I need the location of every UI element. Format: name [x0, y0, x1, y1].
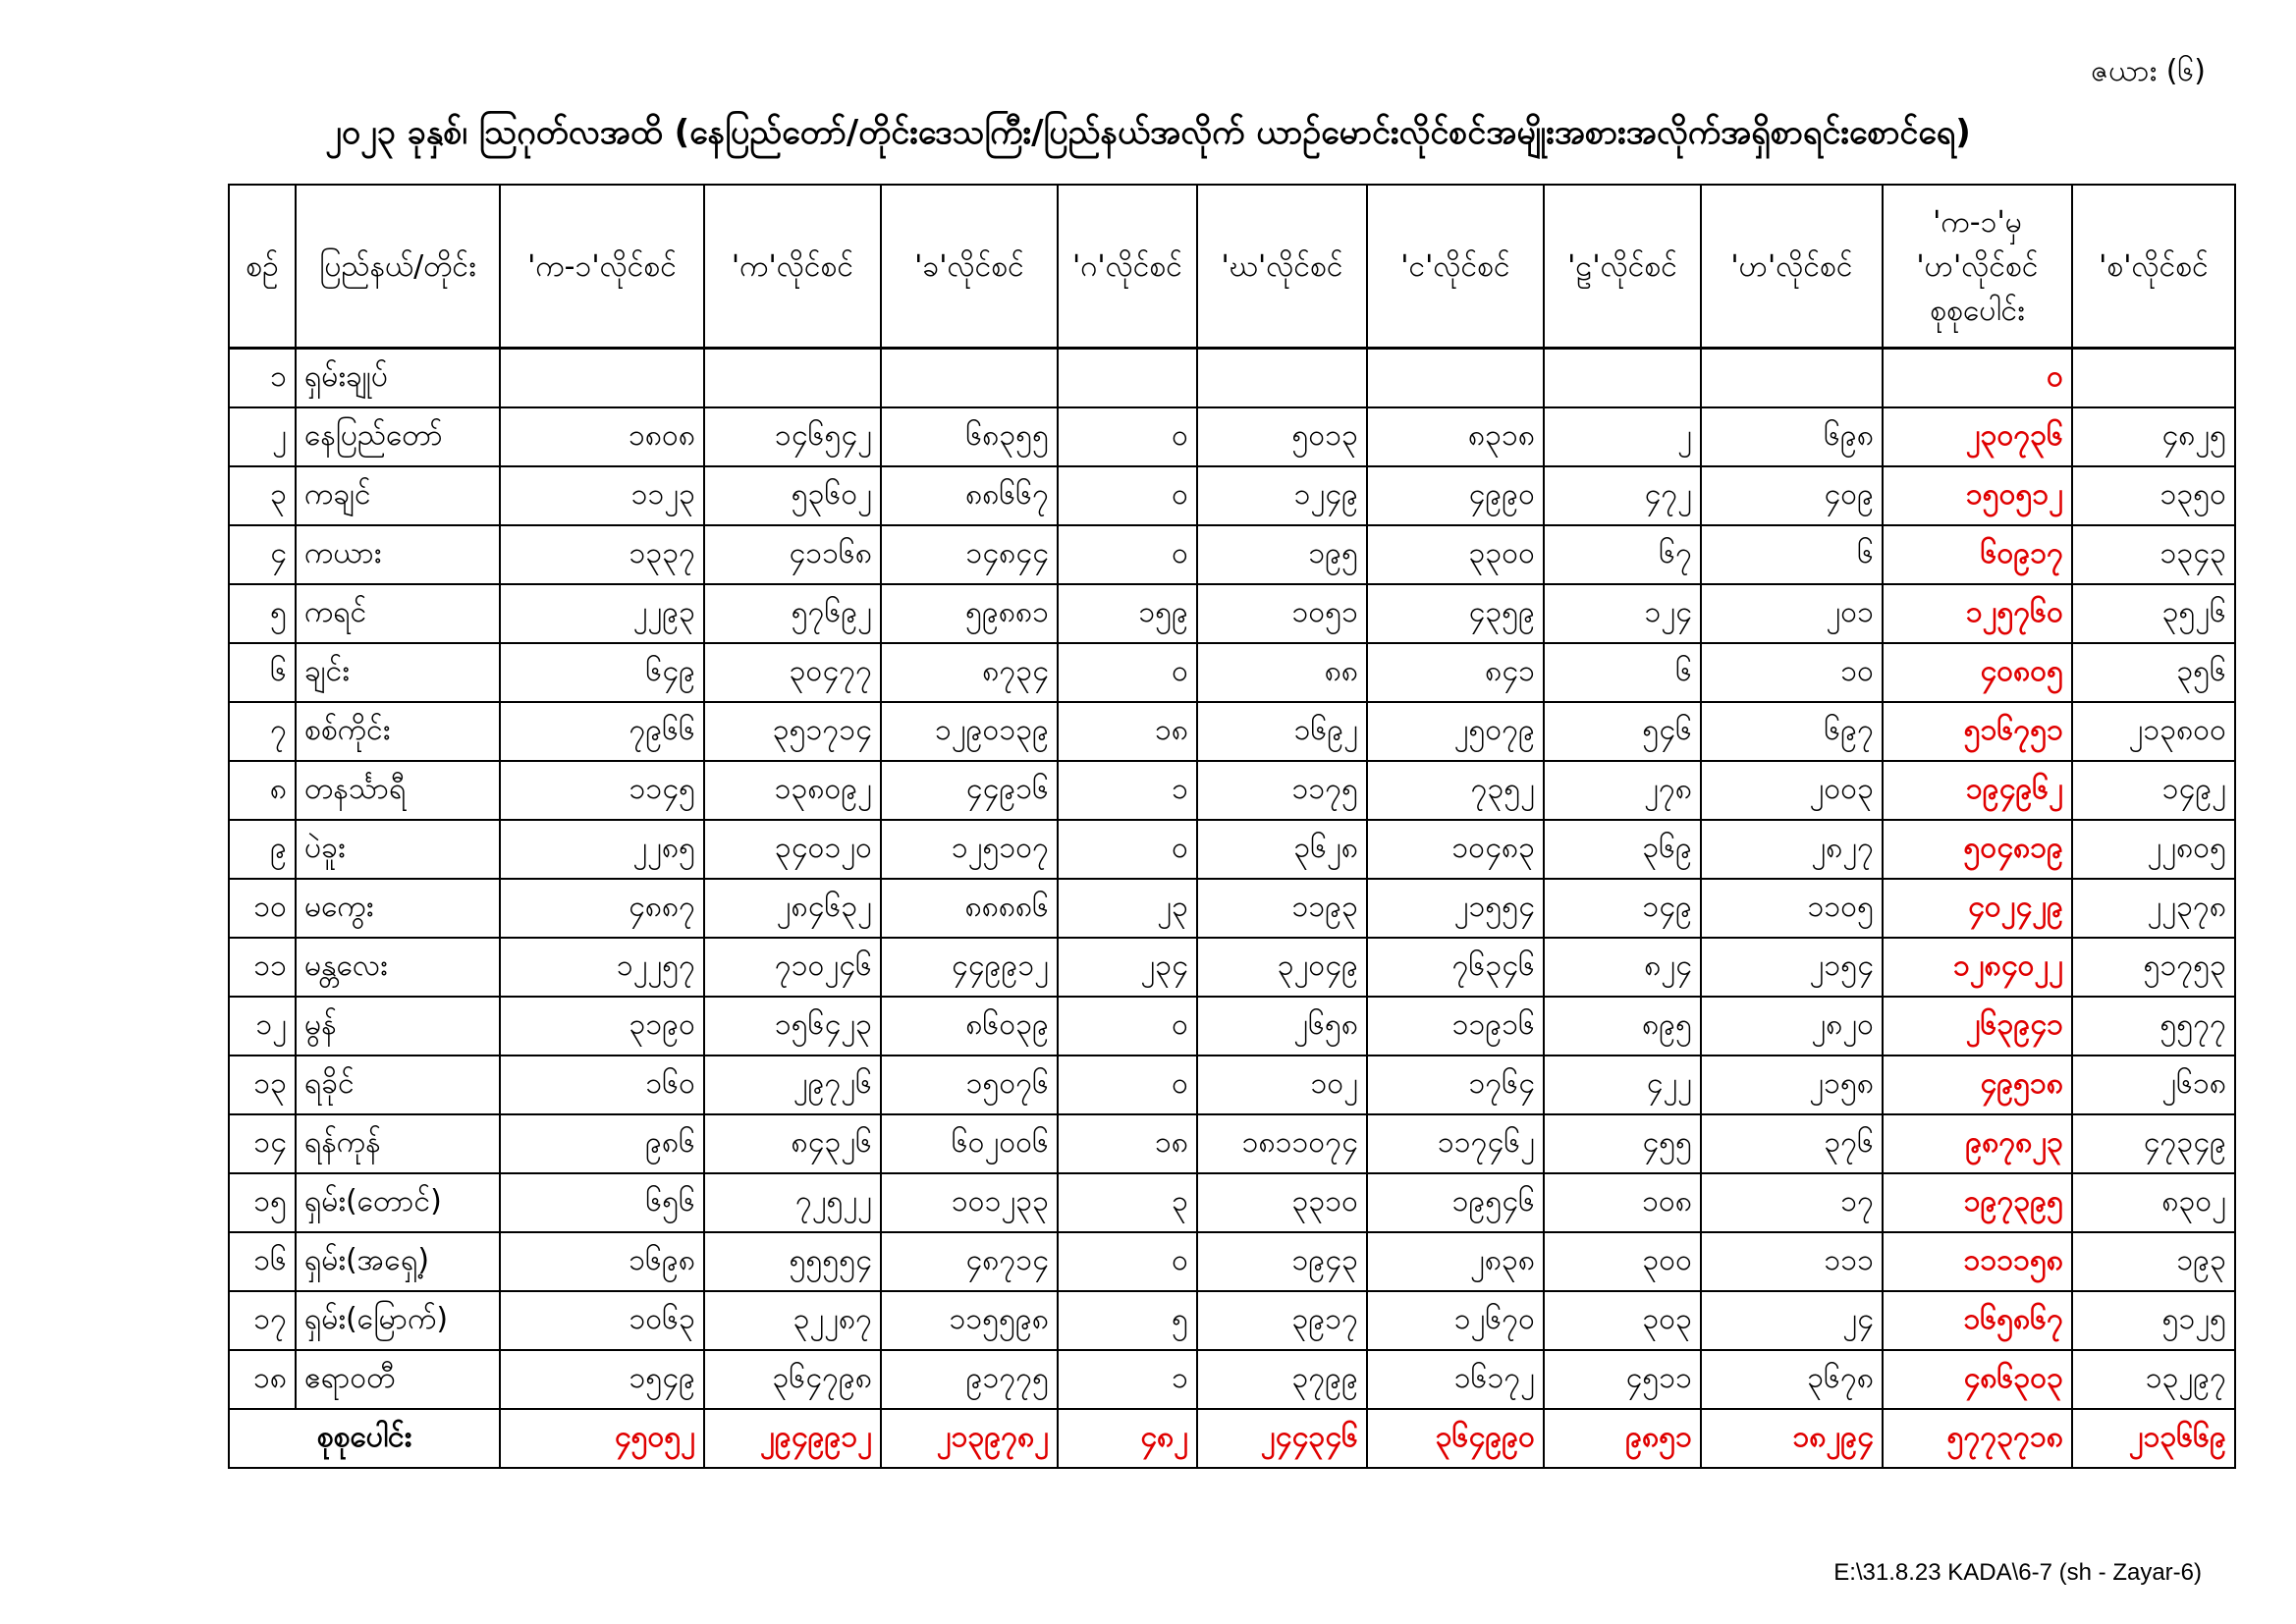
- value-cell: ၁၁၁: [1701, 1232, 1883, 1291]
- value-cell: ၁၃၂၉၇: [2072, 1350, 2235, 1409]
- value-cell: ၆: [1544, 643, 1701, 702]
- value-cell: ၂၈၄၆၃၂: [704, 879, 881, 938]
- value-cell: ၆: [1701, 525, 1883, 584]
- table-row: [229, 761, 2235, 820]
- value-cell: ၀: [1058, 1232, 1197, 1291]
- total-cell: ၅၇၇၃၇၁၈: [1883, 1409, 2072, 1468]
- region-name-cell: ရှမ်းချုပ်: [296, 349, 500, 408]
- value-cell: [1367, 349, 1544, 408]
- value-cell: ၇၂၅၂၂: [704, 1173, 881, 1232]
- serial-number-cell: ၅: [229, 584, 296, 643]
- total-cell: ၉၈၅၁: [1544, 1409, 1701, 1468]
- value-cell: [1197, 349, 1367, 408]
- value-cell: ၀: [1058, 407, 1197, 466]
- table-row: [229, 879, 2235, 938]
- serial-number-cell: ၃: [229, 466, 296, 525]
- table-row: [229, 525, 2235, 584]
- region-name-cell: ရန်ကုန်: [296, 1114, 500, 1173]
- value-cell: ၂၂၉၃: [500, 584, 704, 643]
- header-row: [229, 185, 2235, 349]
- value-cell: [500, 349, 704, 408]
- value-cell: ၀: [1058, 466, 1197, 525]
- value-cell: [881, 349, 1058, 408]
- value-cell: ၂၁၃၈၀၀: [2072, 702, 2235, 761]
- value-cell: ၀: [1058, 525, 1197, 584]
- table-row: [229, 1350, 2235, 1409]
- value-cell: ၃၅၂၆: [2072, 584, 2235, 643]
- value-cell: ၁၁၇၅: [1197, 761, 1367, 820]
- column-header: စဉ်: [229, 185, 296, 349]
- value-cell: ၅၅၇၇: [2072, 997, 2235, 1056]
- total-cell: ၂၁၃၉၇၈၂: [881, 1409, 1058, 1468]
- value-cell: ၅၀၁၃: [1197, 407, 1367, 466]
- serial-number-cell: ၁၃: [229, 1056, 296, 1114]
- value-cell: ၅: [1058, 1291, 1197, 1350]
- value-cell: ၃၇၉၉: [1197, 1350, 1367, 1409]
- row-total-cell: ၄၉၅၁၈: [1883, 1056, 2072, 1114]
- value-cell: ၃၆၂၈: [1197, 820, 1367, 879]
- region-name-cell: ကယား: [296, 525, 500, 584]
- column-header: 'က-၁'လိုင်စင်: [500, 185, 704, 349]
- value-cell: ၁: [1058, 1350, 1197, 1409]
- serial-number-cell: ၁၅: [229, 1173, 296, 1232]
- value-cell: ၂၉၇၂၆: [704, 1056, 881, 1114]
- column-header: 'င'လိုင်စင်: [1367, 185, 1544, 349]
- value-cell: ၁၆၉၈: [500, 1232, 704, 1291]
- serial-number-cell: ၂: [229, 407, 296, 466]
- column-header: 'ဠ'လိုင်စင်: [1544, 185, 1701, 349]
- value-cell: ၁၇၆၄: [1367, 1056, 1544, 1114]
- value-cell: ၂၃: [1058, 879, 1197, 938]
- value-cell: ၁၉၅: [1197, 525, 1367, 584]
- value-cell: ၇၁၀၂၄၆: [704, 938, 881, 997]
- value-cell: ၈၂၄: [1544, 938, 1701, 997]
- value-cell: ၄၄၉၉၁၂: [881, 938, 1058, 997]
- value-cell: ၃၆၉: [1544, 820, 1701, 879]
- value-cell: ၁၄၉: [1544, 879, 1701, 938]
- value-cell: ၄၁၁၆၈: [704, 525, 881, 584]
- column-header: 'က-၁'မှ 'ဟ'လိုင်စင် စုစုပေါင်း: [1883, 185, 2072, 349]
- value-cell: ၁၁၀၅: [1701, 879, 1883, 938]
- value-cell: ၂၈၃၈: [1367, 1232, 1544, 1291]
- region-name-cell: မကွေး: [296, 879, 500, 938]
- row-total-cell: ၅၀၄၈၁၉: [1883, 820, 2072, 879]
- row-total-cell: ၁၅၀၅၁၂: [1883, 466, 2072, 525]
- total-cell: ၄၈၂: [1058, 1409, 1197, 1468]
- value-cell: ၃၆၇၈: [1701, 1350, 1883, 1409]
- total-cell: ၁၈၂၉၄: [1701, 1409, 1883, 1468]
- table-number-label: ဇယား (၆): [2091, 54, 2206, 88]
- table-row: [229, 584, 2235, 643]
- region-name-cell: မွန်: [296, 997, 500, 1056]
- value-cell: [1701, 349, 1883, 408]
- table-row: [229, 1056, 2235, 1114]
- value-cell: ၁၀၁၂၃၃: [881, 1173, 1058, 1232]
- row-total-cell: ၂၃၀၇၃၆: [1883, 407, 2072, 466]
- value-cell: ၄၈၈၇: [500, 879, 704, 938]
- value-cell: [2072, 349, 2235, 408]
- value-cell: ၁၃၈၀၉၂: [704, 761, 881, 820]
- row-total-cell: ၆၀၉၁၇: [1883, 525, 2072, 584]
- value-cell: ၁၀၆၃: [500, 1291, 704, 1350]
- value-cell: ၂၅၀၇၉: [1367, 702, 1544, 761]
- value-cell: ၁၁၅၅၉၈: [881, 1291, 1058, 1350]
- value-cell: ၁၁၇၄၆၂: [1367, 1114, 1544, 1173]
- value-cell: ၁၈: [1058, 702, 1197, 761]
- license-statistics-table: [228, 184, 2236, 1469]
- value-cell: ၁၉၄၃: [1197, 1232, 1367, 1291]
- value-cell: ၃၄၀၁၂၀: [704, 820, 881, 879]
- table-row: [229, 643, 2235, 702]
- value-cell: ၁၄၆၅၄၂: [704, 407, 881, 466]
- value-cell: ၁၅၆၄၂၃: [704, 997, 881, 1056]
- value-cell: ၈၇၃၄: [881, 643, 1058, 702]
- value-cell: ၁၅၄၉: [500, 1350, 704, 1409]
- value-cell: ၂၁၅၄: [1701, 938, 1883, 997]
- column-header: ပြည်နယ်/တိုင်း: [296, 185, 500, 349]
- region-name-cell: နေပြည်တော်: [296, 407, 500, 466]
- column-header: 'က'လိုင်စင်: [704, 185, 881, 349]
- value-cell: ၂၇၈: [1544, 761, 1701, 820]
- value-cell: ၃၀၃: [1544, 1291, 1701, 1350]
- value-cell: ၈၆၀၃၉: [881, 997, 1058, 1056]
- value-cell: ၈၄၁: [1367, 643, 1544, 702]
- value-cell: ၂၈၂၀: [1701, 997, 1883, 1056]
- value-cell: ၅၃၆၀၂: [704, 466, 881, 525]
- value-cell: ၁၀: [1701, 643, 1883, 702]
- value-cell: ၃၉၁၇: [1197, 1291, 1367, 1350]
- value-cell: ၃: [1058, 1173, 1197, 1232]
- serial-number-cell: ၁: [229, 349, 296, 408]
- value-cell: [1544, 349, 1701, 408]
- region-name-cell: စစ်ကိုင်း: [296, 702, 500, 761]
- row-total-cell: ၁၂၈၄၀၂၂: [1883, 938, 2072, 997]
- value-cell: ၁၁၉၃: [1197, 879, 1367, 938]
- row-total-cell: ၁၆၅၈၆၇: [1883, 1291, 2072, 1350]
- column-header: 'ဃ'လိုင်စင်: [1197, 185, 1367, 349]
- table-row: [229, 1114, 2235, 1173]
- value-cell: ၃၀၄၇၇: [704, 643, 881, 702]
- value-cell: ၂၄: [1701, 1291, 1883, 1350]
- value-cell: ၈၃၁၈: [1367, 407, 1544, 466]
- value-cell: ၀: [1058, 997, 1197, 1056]
- column-header: 'ခ'လိုင်စင်: [881, 185, 1058, 349]
- value-cell: ၂၀၀၃: [1701, 761, 1883, 820]
- value-cell: ၈၈၈၈၆: [881, 879, 1058, 938]
- value-cell: ၈၈၆၆၇: [881, 466, 1058, 525]
- column-header: 'စ'လိုင်စင်: [2072, 185, 2235, 349]
- total-cell: ၂၁၃၆၆၉: [2072, 1409, 2235, 1468]
- value-cell: ၁၃၅၀: [2072, 466, 2235, 525]
- value-cell: ၃၂၂၈၇: [704, 1291, 881, 1350]
- value-cell: ၂၂၃၇၈: [2072, 879, 2235, 938]
- value-cell: ၂၆၁၈: [2072, 1056, 2235, 1114]
- region-name-cell: ဧရာဝတီ: [296, 1350, 500, 1409]
- value-cell: ၁၂၄၉: [1197, 466, 1367, 525]
- row-total-cell: ၁၉၇၃၉၅: [1883, 1173, 2072, 1232]
- value-cell: [1058, 349, 1197, 408]
- value-cell: ၅၄၆: [1544, 702, 1701, 761]
- serial-number-cell: ၁၇: [229, 1291, 296, 1350]
- value-cell: ၃၂၀၄၉: [1197, 938, 1367, 997]
- total-label-cell: စုစုပေါင်း: [229, 1409, 500, 1468]
- value-cell: ၂၃၄: [1058, 938, 1197, 997]
- value-cell: ၁၁၉၁၆: [1367, 997, 1544, 1056]
- table-row: [229, 1173, 2235, 1232]
- value-cell: ၅၉၈၈၁: [881, 584, 1058, 643]
- value-cell: ၉၈၆: [500, 1114, 704, 1173]
- serial-number-cell: ၁၀: [229, 879, 296, 938]
- value-cell: ၁၂၄: [1544, 584, 1701, 643]
- serial-number-cell: ၁၆: [229, 1232, 296, 1291]
- value-cell: ၈၈: [1197, 643, 1367, 702]
- region-name-cell: ရှမ်း(အရှေ့): [296, 1232, 500, 1291]
- region-name-cell: မန္တလေး: [296, 938, 500, 997]
- serial-number-cell: ၁၂: [229, 997, 296, 1056]
- row-total-cell: ၄၀၂၄၂၉: [1883, 879, 2072, 938]
- value-cell: ၀: [1058, 1056, 1197, 1114]
- value-cell: ၁၈၁၁၀၇၄: [1197, 1114, 1367, 1173]
- total-cell: ၂၉၄၉၉၁၂: [704, 1409, 881, 1468]
- region-name-cell: ကရင်: [296, 584, 500, 643]
- value-cell: ၅၁၇၅၃: [2072, 938, 2235, 997]
- serial-number-cell: ၆: [229, 643, 296, 702]
- value-cell: ၃၁၉၀: [500, 997, 704, 1056]
- value-cell: ၅၇၆၉၂: [704, 584, 881, 643]
- value-cell: ၁၄၉၂: [2072, 761, 2235, 820]
- value-cell: ၄၅၁၁: [1544, 1350, 1701, 1409]
- value-cell: ၄၃၅၉: [1367, 584, 1544, 643]
- value-cell: ၁: [1058, 761, 1197, 820]
- region-name-cell: ရှမ်း(မြောက်): [296, 1291, 500, 1350]
- value-cell: ၁၉၃: [2072, 1232, 2235, 1291]
- value-cell: ၇၆၃၄၆: [1367, 938, 1544, 997]
- value-cell: ၁၉၅၄၆: [1367, 1173, 1544, 1232]
- row-total-cell: ၉၈၇၈၂၃: [1883, 1114, 2072, 1173]
- value-cell: ၆၅၆: [500, 1173, 704, 1232]
- serial-number-cell: ၉: [229, 820, 296, 879]
- value-cell: ၁၀၈: [1544, 1173, 1701, 1232]
- value-cell: ၃၀၀: [1544, 1232, 1701, 1291]
- value-cell: [704, 349, 881, 408]
- value-cell: ၆၀၂၀၀၆: [881, 1114, 1058, 1173]
- value-cell: ၄၈၇၁၄: [881, 1232, 1058, 1291]
- value-cell: ၉၁၇၇၅: [881, 1350, 1058, 1409]
- value-cell: ၇၃၅၂: [1367, 761, 1544, 820]
- table-row: [229, 1232, 2235, 1291]
- value-cell: ၅၁၂၅: [2072, 1291, 2235, 1350]
- value-cell: ၁၂၉၀၁၃၉: [881, 702, 1058, 761]
- table-row: [229, 407, 2235, 466]
- value-cell: ၃၃၁၀: [1197, 1173, 1367, 1232]
- value-cell: ၄၂၂: [1544, 1056, 1701, 1114]
- value-cell: ၁၃၄၃: [2072, 525, 2235, 584]
- table-row: [229, 820, 2235, 879]
- value-cell: ၁၈: [1058, 1114, 1197, 1173]
- value-cell: ၄၇၃၄၉: [2072, 1114, 2235, 1173]
- table-row: [229, 938, 2235, 997]
- value-cell: ၃၅၆: [2072, 643, 2235, 702]
- value-cell: ၄၅၅: [1544, 1114, 1701, 1173]
- total-cell: ၃၆၄၉၉၀: [1367, 1409, 1544, 1468]
- value-cell: ၂၂၈၅: [500, 820, 704, 879]
- serial-number-cell: ၁၁: [229, 938, 296, 997]
- column-header: 'ဂ'လိုင်စင်: [1058, 185, 1197, 349]
- value-cell: ၈၄၃၂၆: [704, 1114, 881, 1173]
- row-total-cell: ၀: [1883, 349, 2072, 408]
- row-total-cell: ၅၁၆၇၅၁: [1883, 702, 2072, 761]
- region-name-cell: ရှမ်း(တောင်): [296, 1173, 500, 1232]
- table-row: [229, 1291, 2235, 1350]
- value-cell: ၁၅၉: [1058, 584, 1197, 643]
- value-cell: ၈၉၅: [1544, 997, 1701, 1056]
- value-cell: ၃၆၄၇၉၈: [704, 1350, 881, 1409]
- value-cell: ၆၉၇: [1701, 702, 1883, 761]
- value-cell: ၁၄၈၄၄: [881, 525, 1058, 584]
- value-cell: ၁၆၁၇၂: [1367, 1350, 1544, 1409]
- region-name-cell: တနင်္သာရီ: [296, 761, 500, 820]
- value-cell: ၁၁၄၅: [500, 761, 704, 820]
- value-cell: ၁၂၅၁၀၇: [881, 820, 1058, 879]
- value-cell: ၃၃၀၀: [1367, 525, 1544, 584]
- value-cell: ၄၇၂: [1544, 466, 1701, 525]
- value-cell: ၃၇၆: [1701, 1114, 1883, 1173]
- table-row: [229, 702, 2235, 761]
- serial-number-cell: ၁၄: [229, 1114, 296, 1173]
- total-cell: ၂၄၄၃၄၆: [1197, 1409, 1367, 1468]
- value-cell: ၄၀၉: [1701, 466, 1883, 525]
- row-total-cell: ၂၆၃၉၄၁: [1883, 997, 2072, 1056]
- value-cell: ၁၇: [1701, 1173, 1883, 1232]
- value-cell: ၃၅၁၇၁၄: [704, 702, 881, 761]
- row-total-cell: ၄၀၈၀၅: [1883, 643, 2072, 702]
- value-cell: ၂၀၁: [1701, 584, 1883, 643]
- value-cell: ၄၉၉၀: [1367, 466, 1544, 525]
- value-cell: ၂၈၂၇: [1701, 820, 1883, 879]
- table-row: [229, 997, 2235, 1056]
- region-name-cell: ပဲခူး: [296, 820, 500, 879]
- value-cell: ၁၀၂: [1197, 1056, 1367, 1114]
- value-cell: ၁၁၂၃: [500, 466, 704, 525]
- value-cell: ၄၄၉၁၆: [881, 761, 1058, 820]
- value-cell: ၈၃၀၂: [2072, 1173, 2235, 1232]
- value-cell: ၁၃၃၇: [500, 525, 704, 584]
- value-cell: ၀: [1058, 643, 1197, 702]
- region-name-cell: ရခိုင်: [296, 1056, 500, 1114]
- serial-number-cell: ၁၈: [229, 1350, 296, 1409]
- region-name-cell: ချင်း: [296, 643, 500, 702]
- region-name-cell: ကချင်: [296, 466, 500, 525]
- row-total-cell: ၄၈၆၃၀၃: [1883, 1350, 2072, 1409]
- value-cell: ၁၂၂၅၇: [500, 938, 704, 997]
- value-cell: ၆၈၃၅၅: [881, 407, 1058, 466]
- value-cell: ၂: [1544, 407, 1701, 466]
- value-cell: ၂၂၈၀၅: [2072, 820, 2235, 879]
- table-body: [229, 349, 2235, 1469]
- value-cell: ၂၁၅၅၄: [1367, 879, 1544, 938]
- value-cell: ၁၆၀: [500, 1056, 704, 1114]
- serial-number-cell: ၈: [229, 761, 296, 820]
- value-cell: ၆၉၈: [1701, 407, 1883, 466]
- value-cell: ၂၁၅၈: [1701, 1056, 1883, 1114]
- value-cell: ၁၈၀၈: [500, 407, 704, 466]
- serial-number-cell: ၄: [229, 525, 296, 584]
- value-cell: ၆၇: [1544, 525, 1701, 584]
- value-cell: ၁၀၅၁: [1197, 584, 1367, 643]
- table-row: [229, 349, 2235, 408]
- table-row: [229, 466, 2235, 525]
- value-cell: ၁၆၉၂: [1197, 702, 1367, 761]
- row-total-cell: ၁၉၄၉၆၂: [1883, 761, 2072, 820]
- value-cell: ၄၈၂၅: [2072, 407, 2235, 466]
- total-row: [229, 1409, 2235, 1468]
- file-path-footer: E:\31.8.23 KADA\6-7 (sh - Zayar-6): [1833, 1559, 2202, 1586]
- column-header: 'ဟ'လိုင်စင်: [1701, 185, 1883, 349]
- page-title: ၂၀၂၃ ခုနှစ်၊ ဩဂုတ်လအထိ (နေပြည်တော်/တိုင်းဒေသကြီး/ပြည်နယ်အလိုက် ယာဉ်မောင်းလိုင်စင်အမျိုးအစားအလိုက်အရှိစာရင်းစောင်ရေ): [325, 113, 1971, 152]
- value-cell: ၅၅၅၅၄: [704, 1232, 881, 1291]
- serial-number-cell: ၇: [229, 702, 296, 761]
- value-cell: ၂၆၅၈: [1197, 997, 1367, 1056]
- value-cell: ၁၅၀၇၆: [881, 1056, 1058, 1114]
- value-cell: ၁၀၄၈၃: [1367, 820, 1544, 879]
- value-cell: ၀: [1058, 820, 1197, 879]
- value-cell: ၆၄၉: [500, 643, 704, 702]
- row-total-cell: ၁၁၁၁၅၈: [1883, 1232, 2072, 1291]
- value-cell: ၁၂၆၇၀: [1367, 1291, 1544, 1350]
- row-total-cell: ၁၂၅၇၆၀: [1883, 584, 2072, 643]
- total-cell: ၄၅၀၅၂: [500, 1409, 704, 1468]
- value-cell: ၇၉၆၆: [500, 702, 704, 761]
